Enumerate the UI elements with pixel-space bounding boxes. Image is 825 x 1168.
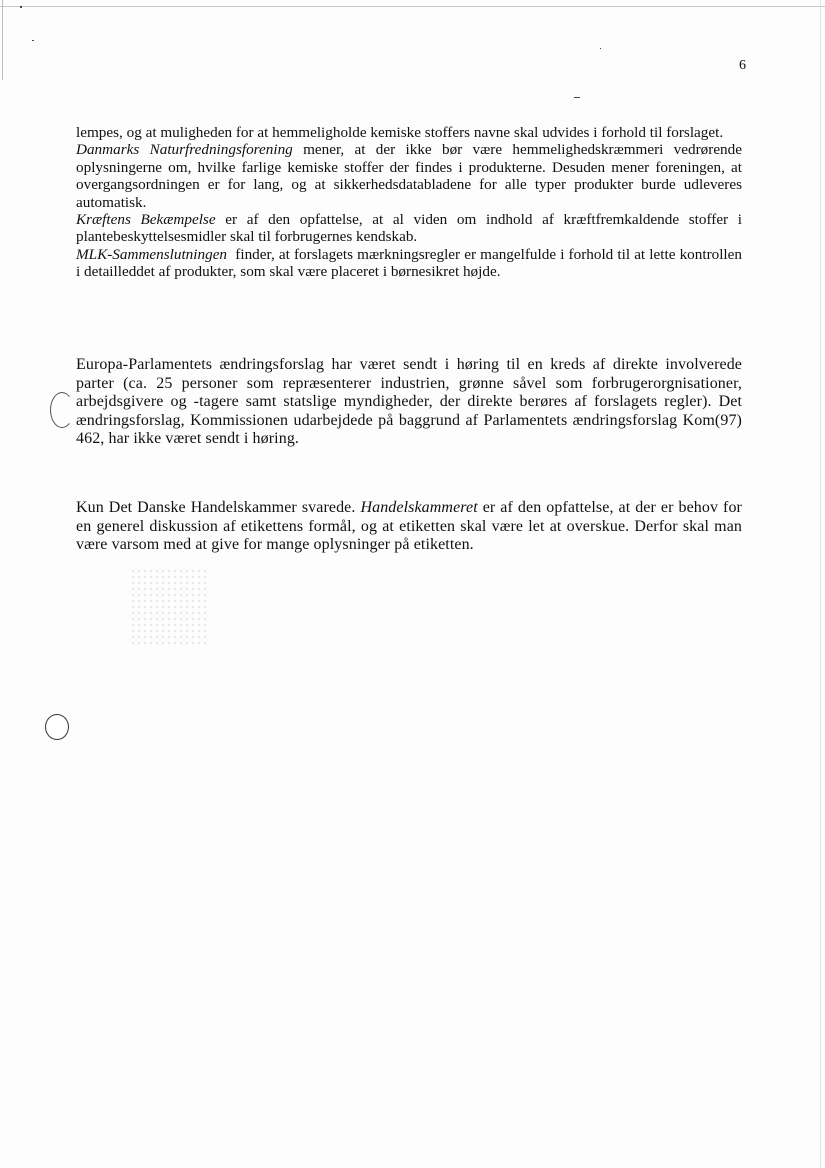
paragraph-text: Europa-Parlamentets ændringsforslag har været sendt i høring til en kreds af direkte involverede parter (ca. 25 personer som repræsenterer industrien, grønne såvel som forbrugerorgnisationer, arbejdsgivere og -tagere samt statslige myndigheder, der direkte berøres af forslagets regler). Det ændringsforslag, Kommissionen udarbejdede på baggrund af Parlamentets ændringsforslag Kom(97) 462, har ikke været sendt i høring.	[76, 356, 742, 448]
scan-smudge	[130, 568, 210, 648]
punch-hole-mark	[50, 392, 74, 428]
paragraph-text: er af den opfattelse, at al viden om indhold af kræftfremkaldende stoffer i plantebeskyttelsesmidler skal til forbrugernes kendskab.	[76, 211, 743, 246]
paragraph-text-end: er af den opfattelse, at der er behov for en generel diskussion af etikettens formål, og at etiketten skal være let at overskue. Derfor skal man være varsom med at give for mange oplysninger på etiketten.	[76, 499, 742, 554]
organisation-name: Danmarks Naturfredningsforening	[76, 141, 293, 159]
scan-speck	[574, 97, 580, 98]
paragraph-continuation: lempes, og at muligheden for at hemmeligholde kemiske stoffers navne skal udvides i forhold til forslaget.	[76, 124, 724, 141]
organisation-name: Handelskammeret	[360, 499, 478, 516]
scan-speck	[32, 40, 34, 41]
page-number: 6	[739, 58, 746, 73]
paragraph-text: finder, at forslagets mærkningsregler er mangelfulde i forhold til at lette kontrollen i detailleddet af produkter, som skal være placeret i børnesikret højde.	[76, 245, 746, 281]
handelskammer-paragraph	[76, 499, 742, 555]
scan-speck	[600, 48, 601, 49]
scan-speck	[20, 6, 22, 8]
scan-edge-right	[820, 0, 821, 1168]
paragraph-text-start: Kun Det Danske Handelskammer svarede.	[76, 499, 361, 516]
scan-edge-left	[2, 0, 3, 80]
scan-edge-top	[0, 6, 825, 7]
paragraph-text: mener, at der ikke bør være hemmelighedskræmmeri vedrørende oplysningerne om, hvilke farlige kemiske stoffer der findes i produkterne. Desuden mener foreningen, at overgangsordningen er for lang, og at sikkerhedsdatabladene for alle typer produkter burde udleveres automatisk.	[76, 141, 742, 211]
stakeholder-opinions-block	[76, 124, 746, 281]
paragraph-naturfredningsforening	[76, 141, 742, 211]
organisation-name: MLK-Sammenslutningen	[76, 245, 228, 263]
paragraph-kraeftens-bekaempelse	[76, 211, 742, 246]
hearing-paragraph	[76, 356, 742, 449]
punch-hole	[45, 714, 69, 740]
paragraph-mlk-sammenslutningen	[76, 245, 746, 281]
paragraph-text	[76, 499, 742, 555]
organisation-name: Kræftens Bekæmpelse	[76, 211, 216, 229]
